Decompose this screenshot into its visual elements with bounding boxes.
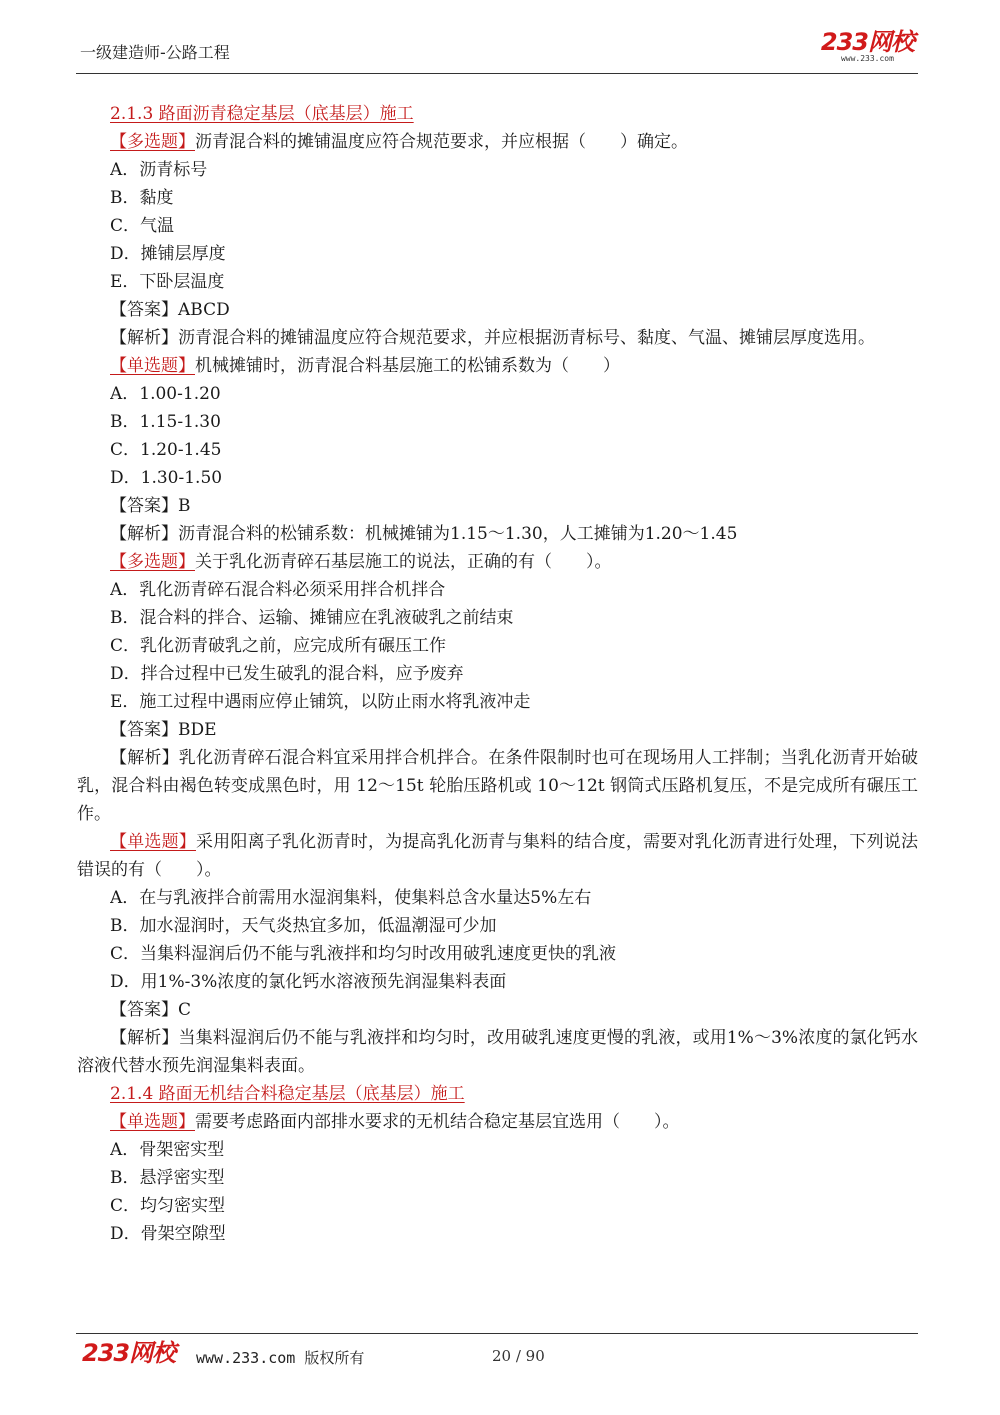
option-c: C．当集料湿润后仍不能与乳液拌和均匀时改用破乳速度更快的乳液 [110,944,617,964]
option-d: D．1.30-1.50 [110,468,223,488]
option-e: E．施工过程中遇雨应停止铺筑，以防止雨水将乳液冲走 [110,692,531,712]
section-heading: 2.1.4 路面无机结合料稳定基层（底基层）施工 [110,1084,465,1104]
footer-divider [76,1333,918,1334]
question-stem [110,1108,918,1136]
section-heading: 2.1.3 路面沥青稳定基层（底基层）施工 [110,104,414,124]
question-type-tag: 【单选题】 [110,356,195,376]
page-header [76,30,918,74]
analysis-label: 【解析】 [110,524,178,544]
logo-url: www.233.com [840,54,894,63]
analysis-paragraph [77,324,918,352]
option-a: A．在与乳液拌合前需用水湿润集料，使集料总含水量达5%左右 [110,888,592,908]
question-text: 关于乳化沥青碎石基层施工的说法，正确的有（ ）。 [195,552,612,572]
brand-logo [821,30,914,63]
copyright-text: www.233.com 版权所有 [196,1349,365,1367]
option-b: B．悬浮密实型 [110,1168,225,1188]
answer-line [110,996,918,1024]
question-stem [77,828,918,884]
option-c: C．气温 [110,216,175,236]
document-body [77,100,919,1248]
answer-line [110,492,918,520]
option-c: C．均匀密实型 [110,1196,226,1216]
analysis-text: 乳化沥青碎石混合料宜采用拌合机拌合。在条件限制时也可在现场用人工拌制；当乳化沥青开始破乳，混合料由褐色转变成黑色时，用 12～15t 轮胎压路机或 10～12t 钢筒式压路机复压，不是完成所有碾压工作。 [77,748,919,824]
option-b: B．混合料的拌合、运输、摊铺应在乳液破乳之前结束 [110,608,514,628]
answer-label: 【答案】 [110,720,178,740]
footer-logo-text: 233网校 [82,1339,176,1367]
analysis-label: 【解析】 [110,748,179,768]
option-a: A．1.00-1.20 [110,384,221,404]
answer-line [110,716,918,744]
analysis-text: 沥青混合料的摊铺温度应符合规范要求，并应根据沥青标号、黏度、气温、摊铺层厚度选用。 [178,328,875,348]
question-stem [110,128,918,156]
question-type-tag: 【单选题】 [110,832,196,852]
option-d: D．用1%-3%浓度的氯化钙水溶液预先润湿集料表面 [110,972,507,992]
option-d: D．骨架空隙型 [110,1224,226,1244]
answer-value: ABCD [178,300,230,320]
question-text: 机械摊铺时，沥青混合料基层施工的松铺系数为（ ） [195,356,620,376]
answer-label: 【答案】 [110,300,178,320]
option-b: B．1.15-1.30 [110,412,221,432]
option-c: C．乳化沥青破乳之前，应完成所有碾压工作 [110,636,447,656]
analysis-label: 【解析】 [110,328,178,348]
option-b: B．加水湿润时，天气炎热宜多加，低温潮湿可少加 [110,916,497,936]
question-text: 需要考虑路面内部排水要求的无机结合稳定基层宜选用（ ）。 [195,1112,680,1132]
question-stem [110,548,918,576]
question-text: 采用阳离子乳化沥青时，为提高乳化沥青与集料的结合度，需要对乳化沥青进行处理，下列说法错误的有（ ）。 [77,832,919,880]
question-text: 沥青混合料的摊铺温度应符合规范要求，并应根据（ ）确定。 [195,132,688,152]
option-d: D．摊铺层厚度 [110,244,226,264]
page-footer [76,1333,918,1373]
option-e: E．下卧层温度 [110,272,225,292]
answer-value: C [178,1000,192,1020]
analysis-text: 沥青混合料的松铺系数：机械摊铺为1.15～1.30，人工摊铺为1.20～1.45 [178,524,738,544]
analysis-text: 当集料湿润后仍不能与乳液拌和均匀时，改用破乳速度更慢的乳液，或用1%～3%浓度的氯化钙水溶液代替水预先润湿集料表面。 [77,1028,919,1076]
option-b: B．黏度 [110,188,174,208]
question-stem [110,352,918,380]
analysis-paragraph [77,744,918,828]
answer-label: 【答案】 [110,1000,178,1020]
answer-value: B [178,496,191,516]
logo-text: 233网校 [820,28,914,56]
option-a: A．乳化沥青碎石混合料必须采用拌合机拌合 [110,580,446,600]
option-a: A．骨架密实型 [110,1140,225,1160]
option-c: C．1.20-1.45 [110,440,222,460]
answer-label: 【答案】 [110,496,178,516]
analysis-paragraph [77,1024,918,1080]
analysis-label: 【解析】 [110,1028,179,1048]
option-d: D．拌合过程中已发生破乳的混合料，应予废弃 [110,664,464,684]
answer-value: BDE [178,720,217,740]
question-type-tag: 【多选题】 [110,552,195,572]
header-title: 一级建造师-公路工程 [80,43,230,62]
analysis-line [110,520,918,548]
option-a: A．沥青标号 [110,160,208,180]
header-divider [76,73,918,74]
question-type-tag: 【单选题】 [110,1112,195,1132]
page-number: 20 / 90 [492,1347,545,1365]
answer-line [110,296,918,324]
question-type-tag: 【多选题】 [110,132,195,152]
footer-logo [82,1341,175,1365]
